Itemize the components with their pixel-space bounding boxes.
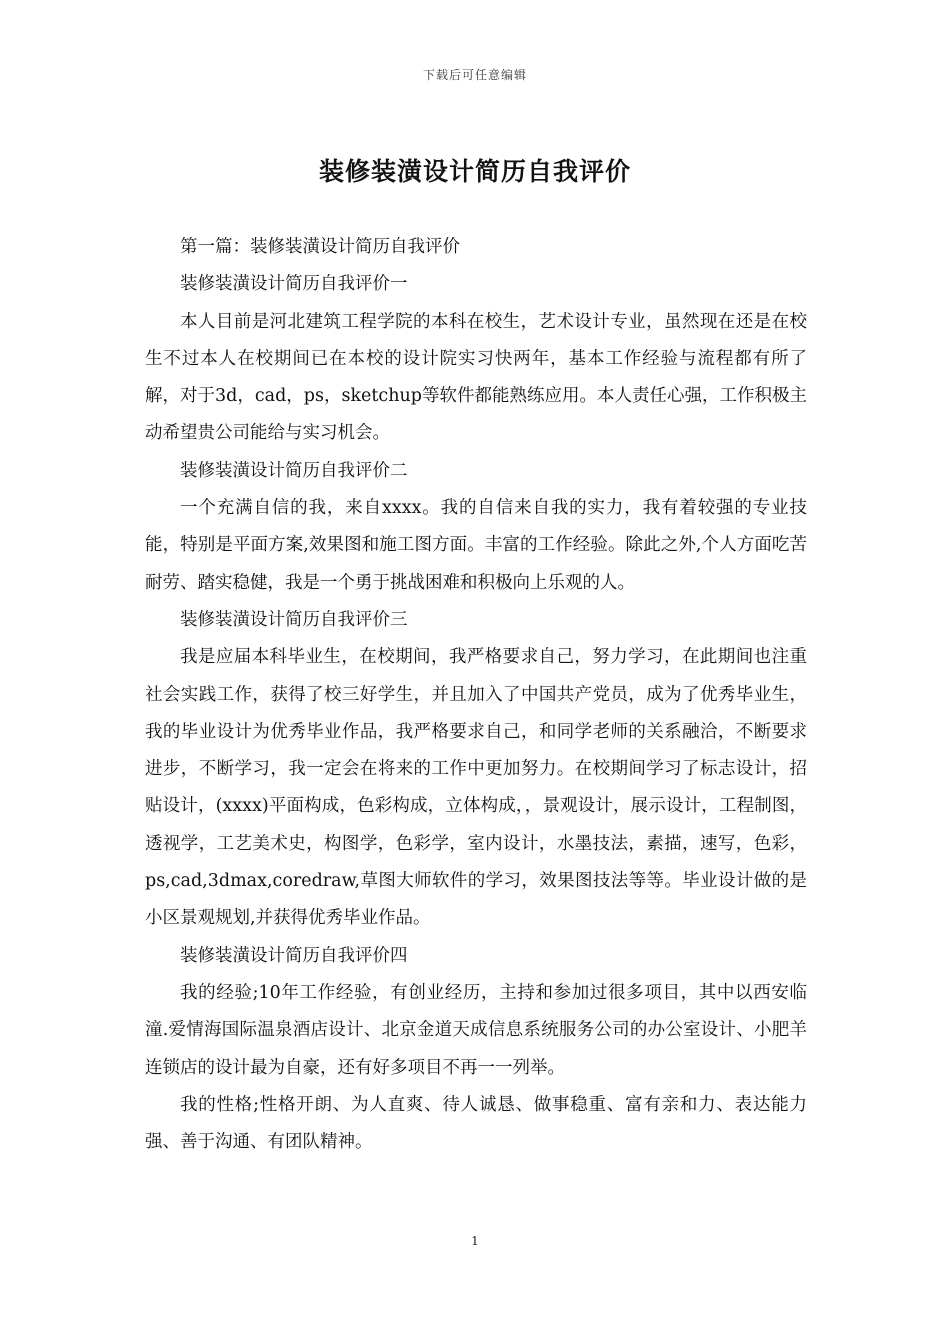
subsection-heading: 装修装潢设计简历自我评价四 <box>180 945 408 966</box>
document-title: 装修装潢设计简历自我评价 <box>318 157 631 186</box>
section-heading: 第一篇：装修装潢设计简历自我评价 <box>180 237 460 257</box>
header-note: 下载后可任意编辑 <box>422 68 527 82</box>
body-paragraph: 我是应届本科毕业生，在校期间，我严格要求自己，努力学习，在此期间也注重社会实践工作，获得了校三好学生，并且加入了中国共产党员，成为了优秀毕业生，我的毕业设计为优秀毕业作品，我严格要求自己，和同学老师的关系融洽，不断要求进步，不断学习，我一定会在将来的工作中更加努力。在校期间学习了标志设计，招贴设计，(xxxx)平面构成，色彩构成，立体构成，，景观设计，展示设计，工程制图，透视学，工艺美术史，构图学，色彩学，室内设计，水墨技法，素描，速写，色彩，ps,cad,3dmax,coredraw,草图大师软件的学习，效果图技法等等。毕业设计做的是小区景观规划,并获得优秀毕业作品。 <box>145 647 807 929</box>
subsection-heading: 装修装潢设计简历自我评价二 <box>180 460 408 481</box>
subsection-heading: 装修装潢设计简历自我评价一 <box>180 274 408 295</box>
body-paragraph: 一个充满自信的我，来自xxxx。我的自信来自我的实力，我有着较强的专业技能，特别是平面方案,效果图和施工图方面。丰富的工作经验。除此之外,个人方面吃苦耐劳、踏实稳健，我是一个勇于挑战困难和积极向上乐观的人。 <box>145 498 807 593</box>
body-paragraph: 我的性格;性格开朗、为人直爽、待人诚恳、做事稳重、富有亲和力、表达能力强、善于沟通、有团队精神。 <box>145 1094 807 1153</box>
body-paragraph: 本人目前是河北建筑工程学院的本科在校生，艺术设计专业，虽然现在还是在校生不过本人在校期间已在本校的设计院实习快两年，基本工作经验与流程都有所了解，对于3d，cad，ps，sketchup等软件都能熟练应用。本人责任心强，工作积极主动希望贵公司能给与实习机会。 <box>145 311 807 444</box>
body-paragraph: 我的经验;10年工作经验，有创业经历，主持和参加过很多项目，其中以西安临潼.爱情海国际温泉酒店设计、北京金道天成信息系统服务公司的办公室设计、小肥羊连锁店的设计最为自豪，还有好多项目不再一一列举。 <box>145 982 807 1078</box>
page-number: 1 <box>471 1234 479 1248</box>
document-body <box>145 229 807 1161</box>
subsection-heading: 装修装潢设计简历自我评价三 <box>180 609 408 630</box>
